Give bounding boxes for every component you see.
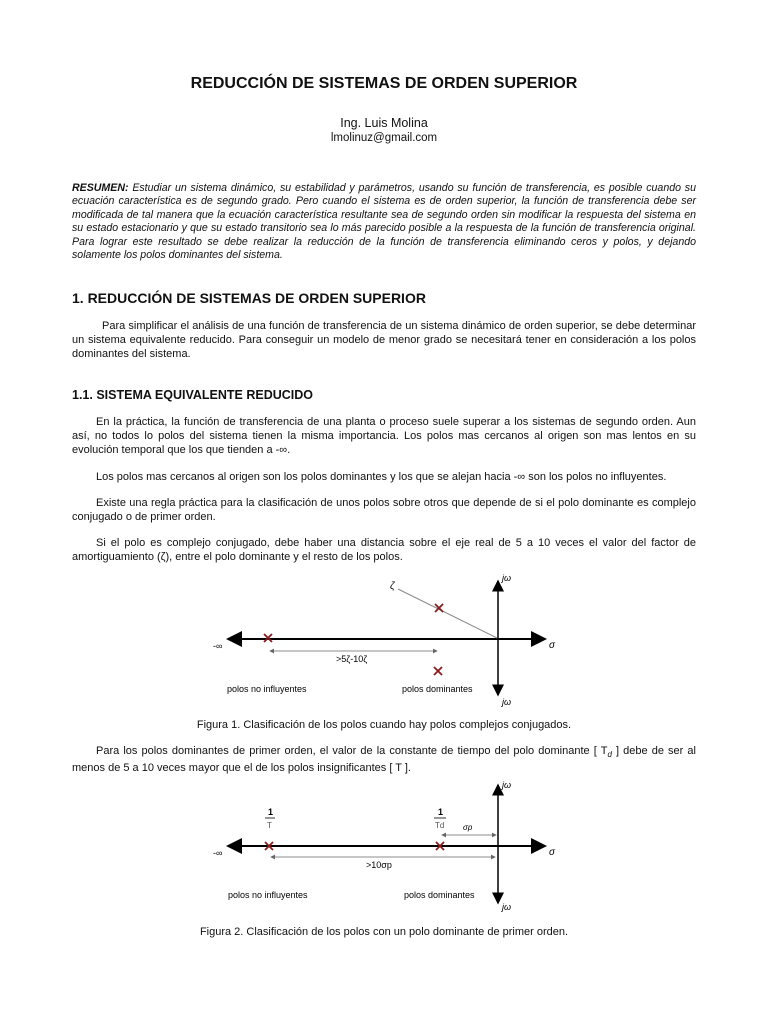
section-1-1-paragraph-3: Existe una regla práctica para la clasificación de unos polos sobre otros que depende de si el polo dominante es complejo conjugado o de primer orden. (72, 497, 696, 523)
neg-infinity-label: -∞ (213, 641, 223, 651)
figure-2-caption: Figura 2. Clasificación de los polos con un polo dominante de primer orden. (199, 926, 569, 938)
label-non-influential: polos no influyentes (228, 890, 308, 900)
fraction-right-denominator: Td (435, 821, 445, 830)
fraction-left-numerator: 1 (268, 807, 274, 817)
figure-2-diagram (0, 775, 768, 915)
paper-title: REDUCCIÓN DE SISTEMAS DE ORDEN SUPERIOR (190, 75, 578, 92)
figure-1-diagram (0, 565, 768, 713)
abstract-text: Estudiar un sistema dinámico, su estabilidad y parámetros, usando su función de transferencia, es posible cuando su ecuación característica es de segundo grado. Pero cuando el sistema es de orden superior, la función de transferencia debe ser modificada de tal manera que la ecuación característica resultante sea de segundo orden sin modificar la respuesta del sistema en su estado estacionario y que su estado transitorio sea lo más parecido posible a la respuesta de la función de transferencia original. Para lograr este resultado se debe realizar la reducción de la función de transferencia eliminando ceros y polos, y dejando solamente los polos dominantes del sistema. (72, 182, 696, 262)
jw-bottom-label: jω (502, 902, 512, 912)
abstract-label: RESUMEN: (72, 182, 129, 194)
jw-bottom-label: jω (502, 697, 512, 707)
label-non-influential: polos no influyentes (227, 684, 307, 694)
distance-label: >10σp (366, 860, 392, 870)
dominant-pole-lower (434, 667, 442, 675)
jw-top-label: jω (502, 780, 512, 790)
figure-1-caption: Figura 1. Clasificación de los polos cuando hay polos complejos conjugados. (196, 719, 572, 731)
label-dominant: polos dominantes (404, 890, 475, 900)
section-1-1-paragraph-4: Si el polo es complejo conjugado, debe haber una distancia sobre el eje real de 5 a 10 veces el valor del factor de amortiguamiento (ζ), entre el polo dominante y el resto de los polos. (72, 537, 696, 563)
damping-line (398, 589, 497, 638)
author-email[interactable]: lmolinuz@gmail.com (330, 132, 438, 144)
section-1-1-paragraph-2: Los polos mas cercanos al origen son los polos dominantes y los que se alejan hacia -∞ son los polos no influyentes. (96, 471, 667, 483)
section-1-1-paragraph-1: En la práctica, la función de transferencia de una planta o proceso suele superar a los sistemas de segundo orden. Aun así, no todos lo polos del sistema tienen la misma importancia. Los polos mas cercanos al origen son mas lentos en su evolución temporal que los que tienden a -∞. (72, 416, 696, 456)
paragraph-5-subscript: d (607, 750, 612, 760)
section-1-paragraph: Para simplificar el análisis de una función de transferencia de un sistema dinámico de orden superior, se debe determinar un sistema equivalente reducido. Para conseguir un modelo de menor grado se necesitará tener en consideración a los polos dominantes del sistema. (72, 320, 696, 360)
author-name: Ing. Luis Molina (340, 116, 428, 130)
section-1-1-heading: 1.1. SISTEMA EQUIVALENTE REDUCIDO (72, 388, 314, 402)
sigma-p-label: σp (463, 823, 473, 832)
jw-top-label: jω (502, 573, 512, 583)
sigma-label: σ (549, 640, 556, 651)
sigma-label: σ (549, 847, 556, 858)
section-1-heading: 1. REDUCCIÓN DE SISTEMAS DE ORDEN SUPERIOR (72, 290, 426, 306)
distance-label: >5ζ-10ζ (336, 654, 368, 664)
fraction-left-denominator: T (267, 821, 272, 830)
paragraph-5-end: ] debe de ser al menos de 5 a 10 veces mayor que el de los polos insignificantes [ T ]. (72, 745, 696, 774)
abstract (72, 182, 696, 262)
fraction-right-numerator: 1 (438, 807, 444, 817)
zeta-label: ζ (390, 581, 395, 592)
neg-infinity-label: -∞ (213, 848, 223, 858)
paragraph-5-start: Para los polos dominantes de primer orden, el valor de la constante de tiempo del polo dominante [ T (96, 745, 608, 757)
section-1-1-paragraph-5 (72, 745, 696, 776)
label-dominant: polos dominantes (402, 684, 473, 694)
